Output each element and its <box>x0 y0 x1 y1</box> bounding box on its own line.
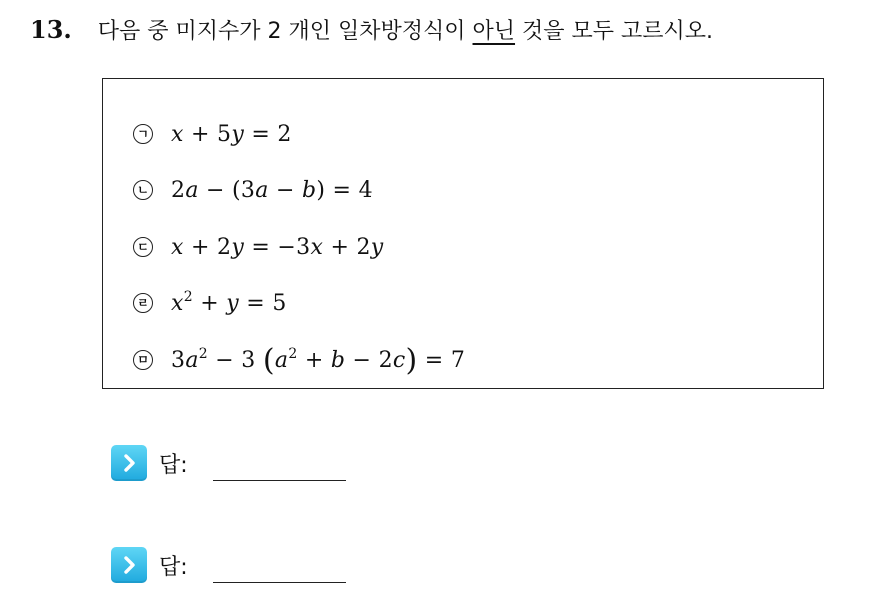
question-text-before: 다음 중 미지수가 2 개인 일차방정식이 <box>97 19 473 44</box>
choice-2 <box>133 173 373 207</box>
choice-4 <box>133 286 287 320</box>
answer-label: 답: <box>159 452 188 478</box>
choice-equation: $3a^2 - 3$ $(a^2 + b - 2c) = 7$ <box>171 342 466 378</box>
choice-3 <box>133 230 384 264</box>
answer-blank[interactable] <box>213 582 346 583</box>
answer-row-1 <box>111 443 188 483</box>
choice-marker: ㄹ <box>133 293 153 313</box>
choice-marker: ㅁ <box>133 350 153 370</box>
choice-marker: ㄴ <box>133 180 153 200</box>
choices-box <box>102 78 824 389</box>
chevron-right-icon <box>111 547 147 583</box>
choice-equation: 2a − (3a − b) = 4 <box>171 177 373 203</box>
question-header <box>30 14 713 48</box>
choice-equation: x + 2y = −3x + 2y <box>171 234 384 260</box>
question-text-after: 것을 모두 고르시오. <box>515 19 714 44</box>
choice-marker: ㄷ <box>133 237 153 257</box>
answer-row-2 <box>111 545 188 585</box>
choice-marker: ㄱ <box>133 124 153 144</box>
answer-label: 답: <box>159 554 188 580</box>
choice-5 <box>133 343 465 377</box>
question-text <box>98 14 713 45</box>
question-number: 13. <box>30 15 72 44</box>
chevron-right-icon <box>111 445 147 481</box>
choice-equation: $x^2 + y = 5$ <box>171 288 287 316</box>
question-emphasis: 아닌 <box>472 19 516 44</box>
answer-blank[interactable] <box>213 480 346 481</box>
choice-equation: x + 5y = 2 <box>171 121 292 147</box>
choice-1 <box>133 117 292 151</box>
